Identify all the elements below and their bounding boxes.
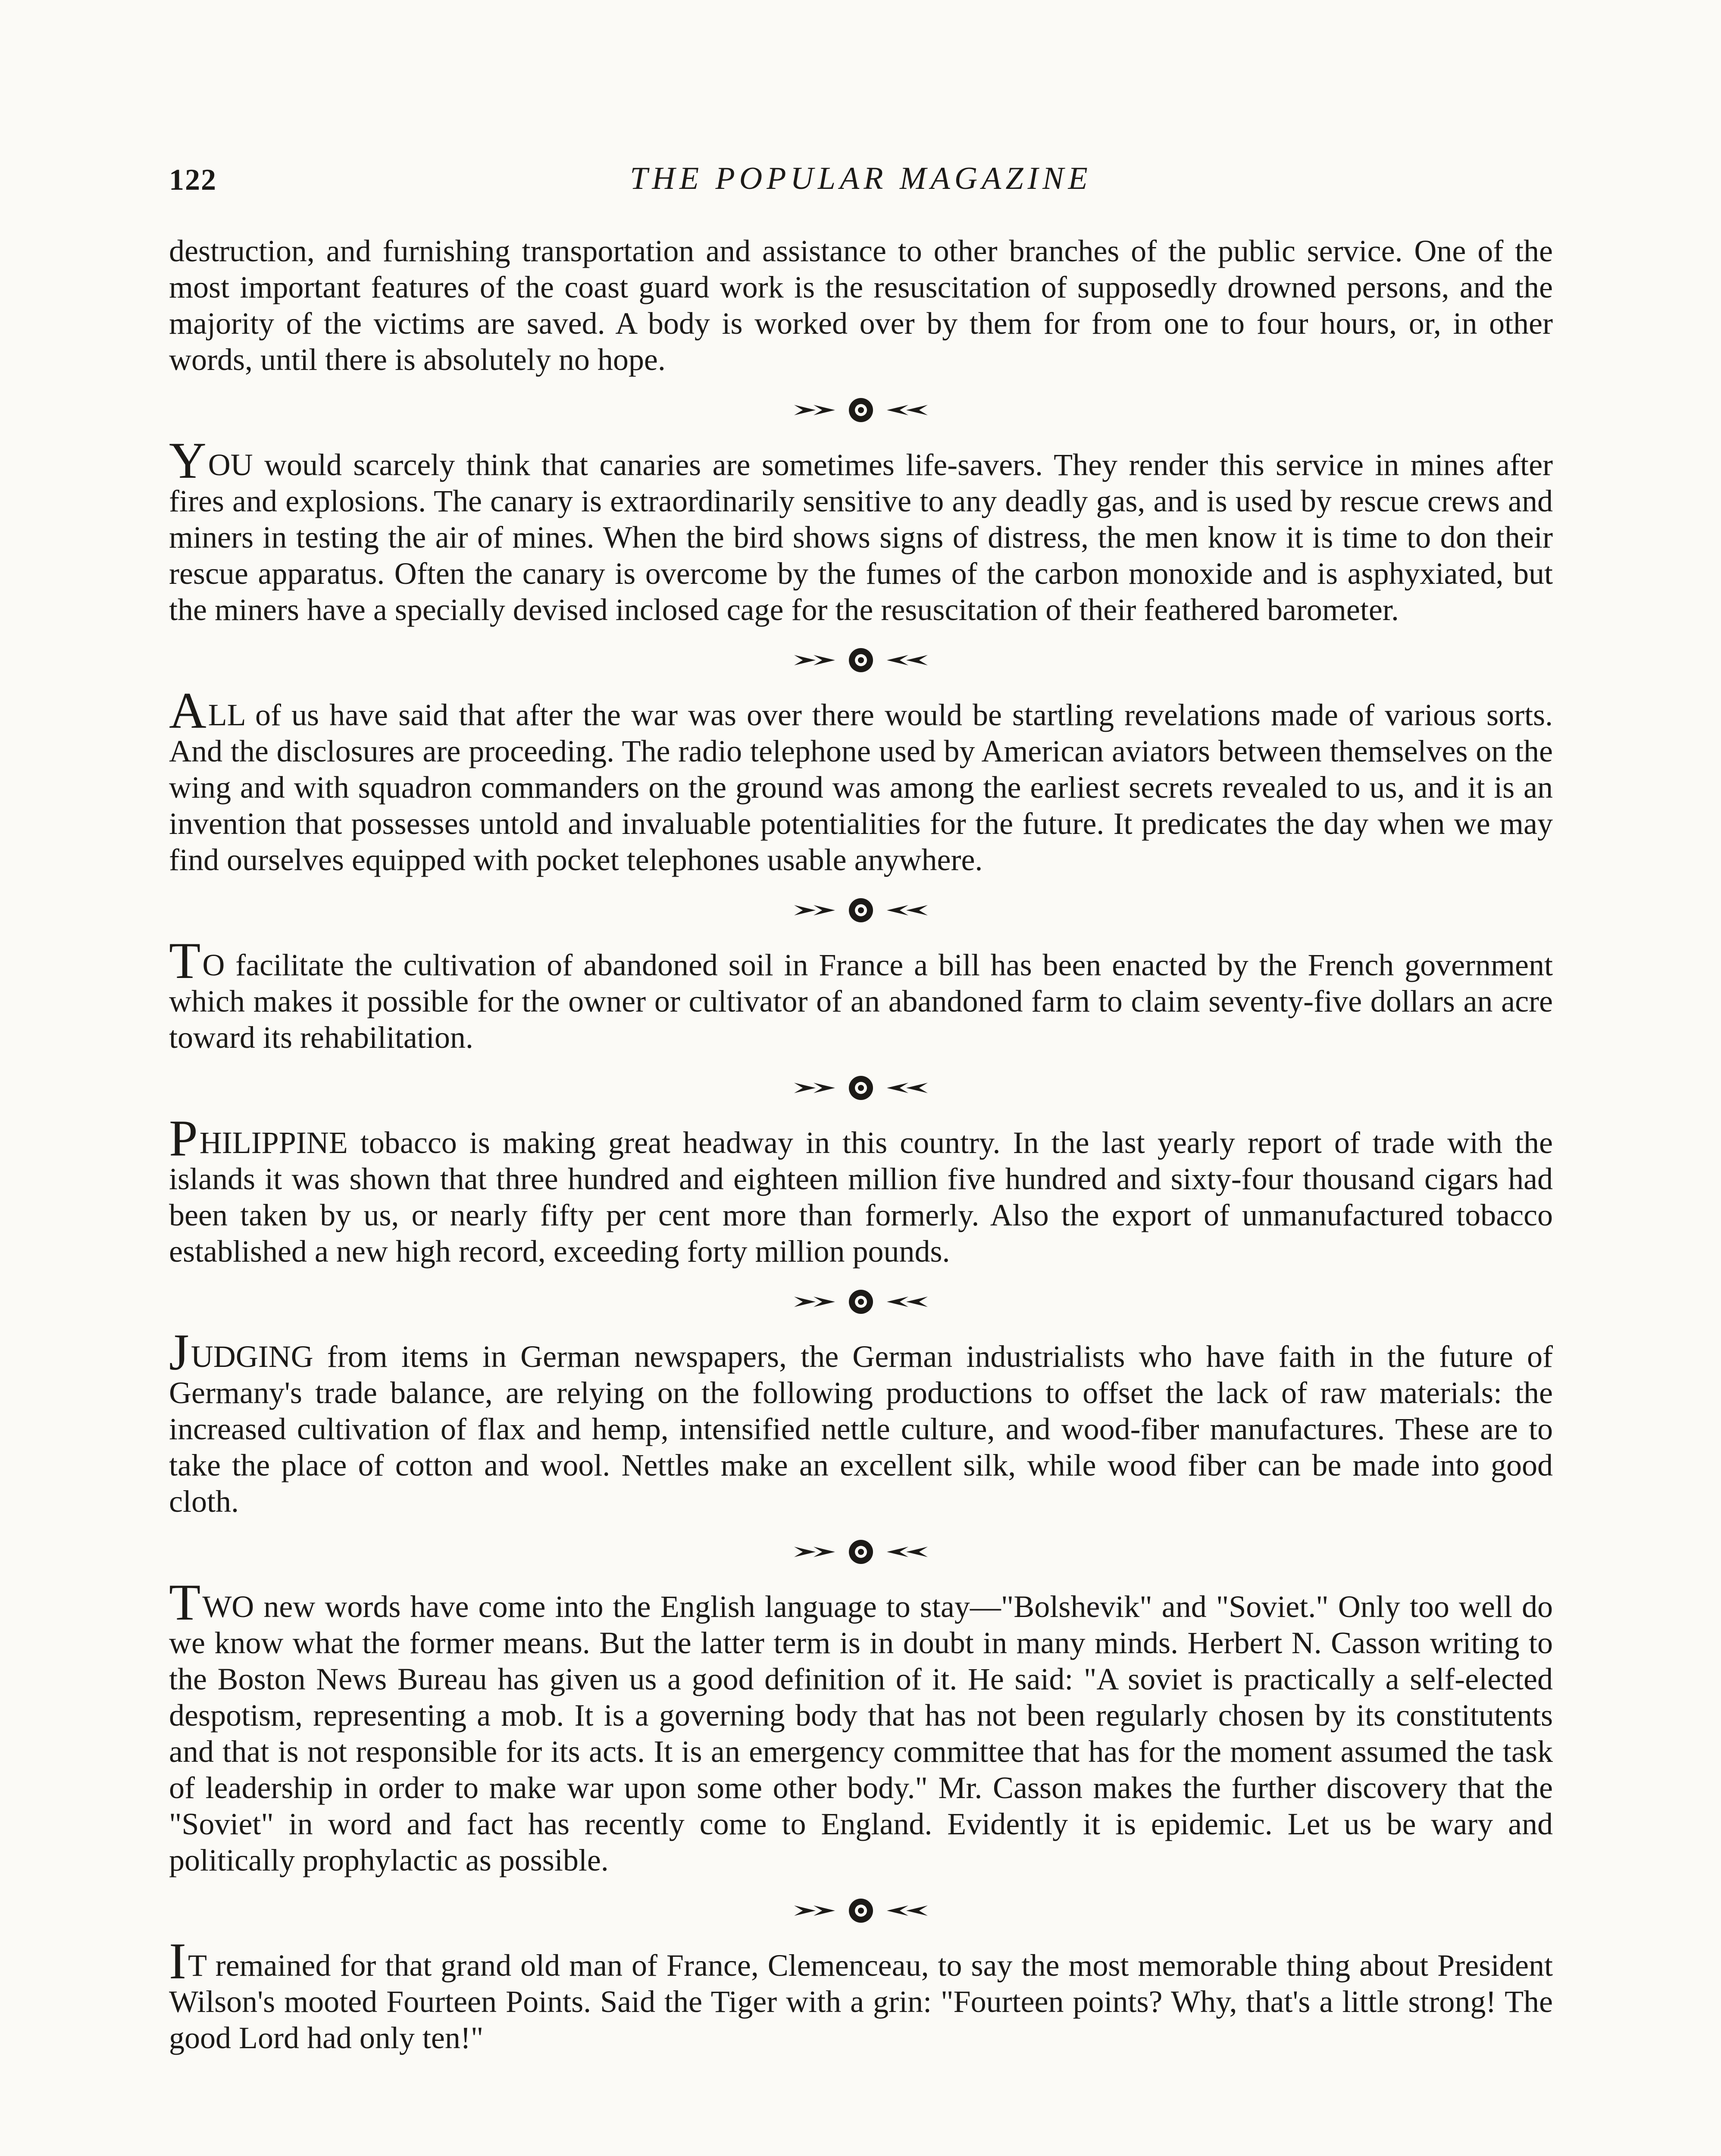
paragraph-text: LL of us have said that after the war was over there would be startling revelations made of various sorts. And the disclosures are proceeding. The radio telephone used by American aviators between themselves on the wing and with squadron commanders on the ground was among the earliest secrets revealed to us, and it is an invention that possesses untold and invaluable potentialities for the future. It predicates the day when we may find ourselves equipped with pocket telephones usable anywhere. bbox=[169, 698, 1553, 877]
page-header bbox=[169, 160, 1553, 208]
article-body bbox=[169, 233, 1553, 2056]
paragraph-text: O facilitate the cultivation of abandoned soil in France a bill has been enacted by the French government which makes it possible for the owner or cultivator of an abandoned farm to claim seventy-five dollars an acre toward its rehabilitation. bbox=[169, 948, 1553, 1055]
ornament-icon bbox=[790, 1535, 932, 1569]
ornament-icon bbox=[790, 393, 932, 427]
drop-cap: T bbox=[169, 1573, 201, 1631]
drop-cap: Y bbox=[169, 432, 207, 489]
paragraph-text: OU would scarcely think that canaries are sometimes life-savers. They render this service in mines after fires and explosions. The canary is extraordinarily sensitive to any deadly gas, and is used by rescue crews and miners in testing the air of mines. When the bird shows signs of distress, the men know it is time to don their rescue apparatus. Often the canary is overcome by the fumes of the carbon monoxide and is asphyxiated, but the miners have a specially devised inclosed cage for the resuscitation of their feathered barometer. bbox=[169, 448, 1553, 627]
paragraph-france-soil bbox=[169, 932, 1553, 1056]
drop-cap: I bbox=[169, 1932, 186, 1990]
section-divider-ornament bbox=[169, 1269, 1553, 1334]
paragraph-text: UDGING from items in German newspapers, the German industrialists who have faith in the future of Germany's trade balance, are relying on the following productions to offset the lack of raw materials: the increased cultivation of flax and hemp, intensified nettle culture, and wood-fiber manufactures. These are to take the place of cotton and wool. Nettles make an excellent silk, while wood fiber can be made into good cloth. bbox=[169, 1339, 1553, 1519]
paragraph-text: WO new words have come into the English language to stay—"Bolshevik" and "Soviet." Only too well do we know what the former means. But the latter term is in doubt in many minds. Herbert N. Casson writing to the Boston News Bureau has given us a good definition of it. He said: "A soviet is practically a self-elected despotism, representing a mob. It is a governing body that has not been regularly chosen by its constitutents and that is not responsible for its acts. It is an emergency committee that has for the moment assumed the task of leadership in order to make war upon some other body." Mr. Casson makes the further discovery that the "Soviet" in word and fact has recently come to England. Evidently it is epidemic. Let us be wary and politically prophylactic as possible. bbox=[169, 1589, 1553, 1877]
drop-cap: J bbox=[169, 1323, 189, 1381]
paragraph-clemenceau bbox=[169, 1932, 1553, 2056]
section-divider-ornament bbox=[169, 878, 1553, 943]
paragraph-canaries bbox=[169, 432, 1553, 628]
section-divider-ornament bbox=[169, 378, 1553, 442]
magazine-title: THE POPULAR MAGAZINE bbox=[630, 161, 1092, 196]
ornament-icon bbox=[790, 1285, 932, 1319]
paragraph-bolshevik-soviet bbox=[169, 1573, 1553, 1878]
paragraph-coast-guard bbox=[169, 233, 1553, 378]
ornament-icon bbox=[790, 893, 932, 928]
ornament-icon bbox=[790, 643, 932, 677]
ornament-icon bbox=[790, 1893, 932, 1928]
drop-cap: P bbox=[169, 1109, 198, 1167]
paragraph-text: T remained for that grand old man of France, Clemenceau, to say the most memorable thing about President Wilson's mooted Fourteen Points. Said the Tiger with a grin: "Fourteen points? Why, that's a little strong! The good Lord had only ten!" bbox=[169, 1948, 1553, 2055]
section-divider-ornament bbox=[169, 1056, 1553, 1120]
paragraph-german-industrialists bbox=[169, 1323, 1553, 1520]
paragraph-radio-telephone bbox=[169, 682, 1553, 878]
page-number: 122 bbox=[169, 163, 217, 197]
paragraph-text: destruction, and furnishing transportation and assistance to other branches of the public service. One of the most important features of the coast guard work is the resuscitation of supposedly drowned persons, and the majority of the victims are saved. A body is worked over by them for from one to four hours, or, in other words, until there is absolutely no hope. bbox=[169, 234, 1553, 377]
paragraph-text: HILIPPINE tobacco is making great headway in this country. In the last yearly report of trade with the islands it was shown that three hundred and eighteen million five hundred and sixty-four thousand cigars had been taken by us, or nearly fifty per cent more than formerly. Also the export of unmanufactured tobacco established a new high record, exceeding forty million pounds. bbox=[169, 1125, 1553, 1269]
ornament-icon bbox=[790, 1071, 932, 1105]
section-divider-ornament bbox=[169, 1878, 1553, 1943]
section-divider-ornament bbox=[169, 1520, 1553, 1584]
drop-cap: A bbox=[169, 682, 207, 739]
paragraph-philippine-tobacco bbox=[169, 1109, 1553, 1269]
drop-cap: T bbox=[169, 932, 201, 989]
section-divider-ornament bbox=[169, 628, 1553, 693]
